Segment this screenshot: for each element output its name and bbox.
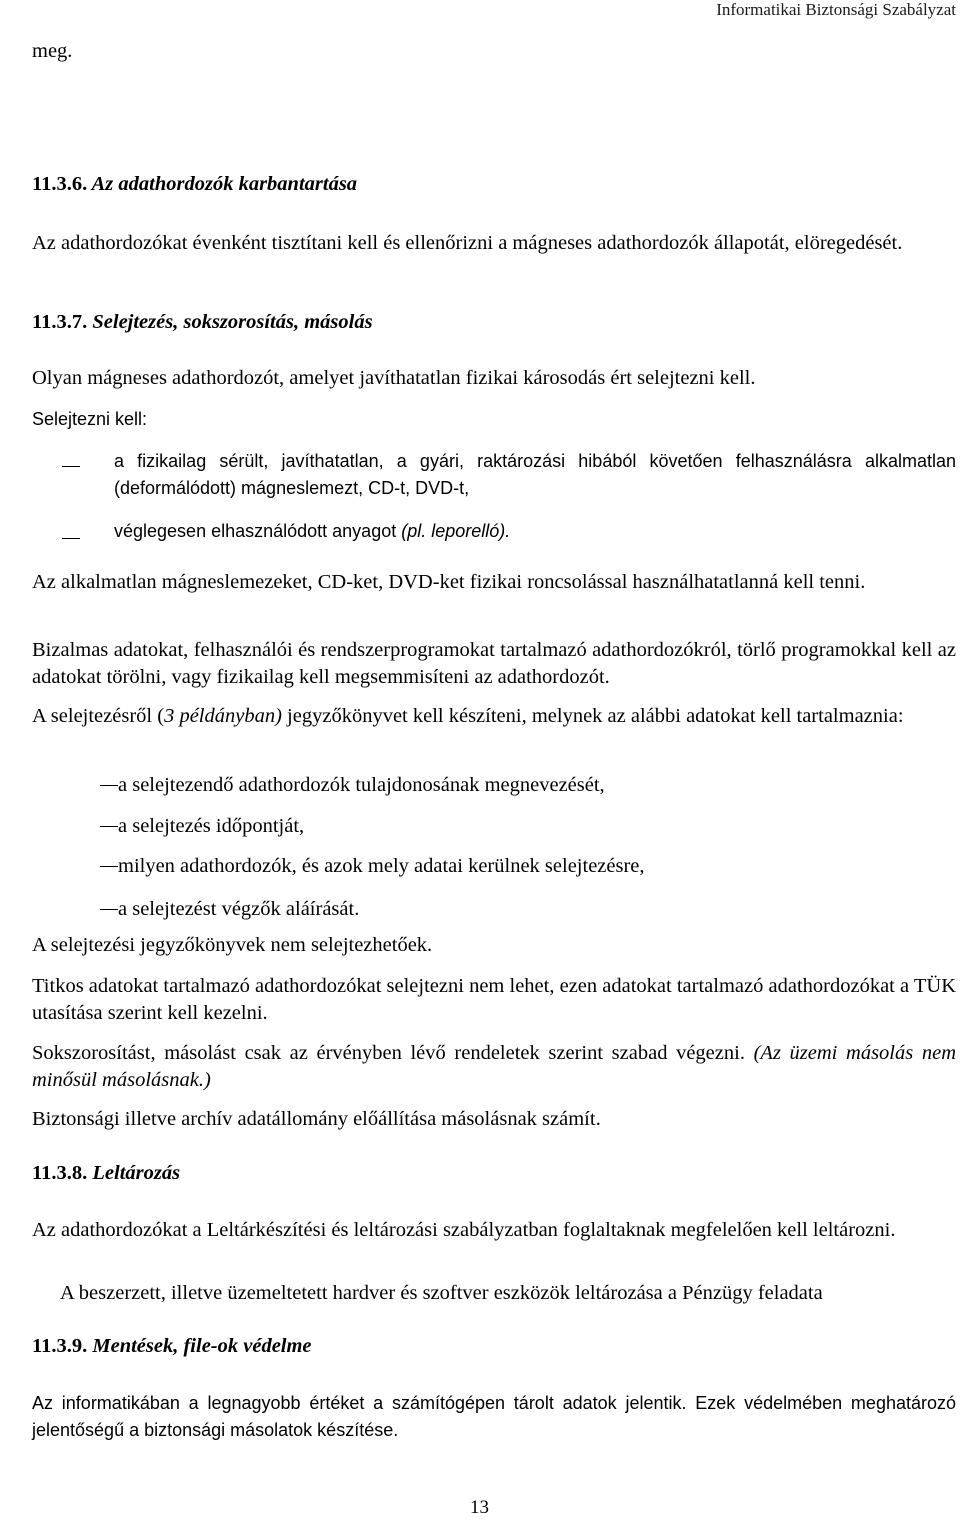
dash-icon [100, 909, 118, 911]
section-title: Mentések, file-ok védelme [92, 1335, 312, 1357]
paragraph: Titkos adatokat tartalmazó adathordozókat selejtezni nem lehet, ezen adatokat tartalmazó adathordozókat a TÜK utasítása szerint kell kezelni. [32, 975, 956, 1024]
section-heading-11-3-7 [32, 311, 373, 334]
list-item: a selejtezés időpontját, [100, 813, 304, 840]
section-title: Leltározás [92, 1162, 181, 1184]
dash-icon [100, 866, 118, 868]
paragraph: Sokszorosítást, másolást csak az érvényben lévő rendeletek szerint szabad végezni. (Az üzemi másolás nem minősül másolásnak.) [32, 1042, 957, 1091]
paragraph: A selejtezésről (3 példányban) jegyzőkönyvet kell készíteni, melynek az alábbi adatokat kell tartalmaznia: [32, 705, 904, 727]
dash-icon [100, 785, 118, 787]
section-number: 11.3.6. [32, 173, 88, 195]
paragraph: Olyan mágneses adathordozót, amelyet javíthatatlan fizikai károsodás ért selejtezni kell. [32, 367, 756, 389]
section-title: Selejtezés, sokszorosítás, másolás [92, 311, 373, 333]
paragraph: Az informatikában a legnagyobb értéket a számítógépen tárolt adatok jelentik. Ezek védelmében meghatározó jelentőségű a biztonsági másolatok készítése. [32, 1393, 956, 1440]
label-selejtezni-kell: Selejtezni kell: [32, 409, 148, 429]
continued-text: meg. [32, 40, 73, 62]
section-number: 11.3.7. [32, 311, 88, 333]
page-number: 13 [470, 1497, 489, 1518]
list-item: a fizikailag sérült, javíthatatlan, a gyári, raktározási hibából követően felhasználásra alkalmatlan (deformálódott) mágneslemezt, CD-t, DVD-t, [114, 451, 956, 498]
section-title: Az adathordozók karbantartása [91, 173, 358, 195]
paragraph: Bizalmas adatokat, felhasználói és rendszerprogramokat tartalmazó adathordozókról, törlő programokkal kell az adatokat törölni, vagy fizikailag kell megsemmisíteni az adathordozót. [32, 639, 956, 688]
paragraph: Az alkalmatlan mágneslemezeket, CD-ket, DVD-ket fizikai roncsolással használhatatlanná kell tenni. [32, 571, 866, 593]
list-item: a selejtezést végzők aláírását. [100, 896, 359, 923]
running-header: Informatikai Biztonsági Szabályzat [716, 0, 956, 19]
section-heading-11-3-9 [32, 1335, 312, 1358]
paragraph: A selejtezési jegyzőkönyvek nem selejtezhetőek. [32, 934, 433, 956]
paragraph: Az adathordozókat évenként tisztítani kell és ellenőrizni a mágneses adathordozók állapotát, elöregedését. [32, 232, 903, 254]
paragraph: A beszerzett, illetve üzemeltetett hardver és szoftver eszközök leltározása a Pénzügy feladata [60, 1282, 823, 1304]
section-heading-11-3-8 [32, 1162, 180, 1185]
section-number: 11.3.8. [32, 1162, 88, 1184]
list-item: milyen adathordozók, és azok mely adatai kerülnek selejtezésre, [100, 853, 645, 880]
section-heading-11-3-6 [32, 173, 357, 196]
list-item: véglegesen elhasználódott anyagot (pl. leporelló). [114, 521, 511, 541]
bullet-dash-icon [62, 530, 82, 548]
list-item: a selejtezendő adathordozók tulajdonosának megnevezését, [100, 772, 605, 799]
paragraph: Az adathordozókat a Leltárkészítési és leltározási szabályzatban foglaltaknak megfelelően kell leltározni. [32, 1219, 896, 1241]
dash-icon [100, 826, 118, 828]
paragraph: Biztonsági illetve archív adatállomány előállítása másolásnak számít. [32, 1108, 601, 1130]
bullet-dash-icon [62, 458, 82, 476]
section-number: 11.3.9. [32, 1335, 88, 1357]
